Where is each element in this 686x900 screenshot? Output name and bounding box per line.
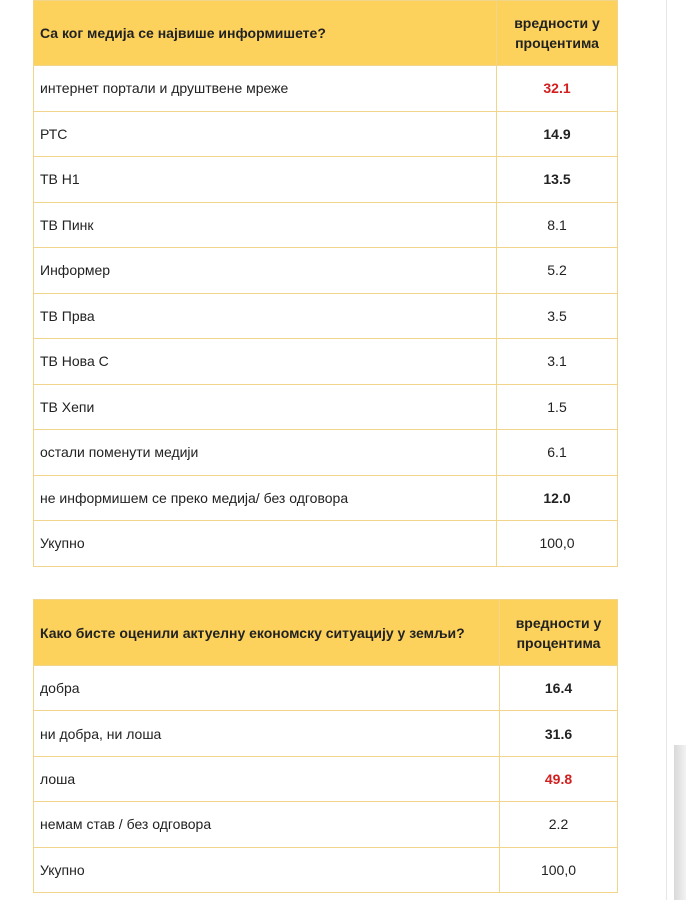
page-edge-shadow: [674, 745, 686, 900]
row-label: ТВ Хепи: [34, 384, 497, 430]
economy-rating-table: [33, 599, 618, 893]
row-value: 16.4: [500, 666, 618, 711]
value-header: вредности у процентима: [500, 600, 618, 666]
row-label: ТВ Нова С: [34, 339, 497, 385]
row-label: немам став / без одговора: [34, 802, 500, 847]
row-label: остали поменути медији: [34, 430, 497, 476]
table-total-row: [34, 521, 618, 567]
table-header-row: [34, 1, 618, 66]
row-value: 100,0: [500, 847, 618, 892]
row-value: 5.2: [497, 248, 618, 294]
row-value: 1.5: [497, 384, 618, 430]
row-value: 8.1: [497, 202, 618, 248]
row-value: 14.9: [497, 111, 618, 157]
row-label: добра: [34, 666, 500, 711]
table-row: [34, 666, 618, 711]
row-label: РТС: [34, 111, 497, 157]
row-value: 6.1: [497, 430, 618, 476]
table-row: [34, 430, 618, 476]
table-row: [34, 111, 618, 157]
row-label: ТВ Прва: [34, 293, 497, 339]
table-row: [34, 384, 618, 430]
row-value: 3.5: [497, 293, 618, 339]
row-value: 3.1: [497, 339, 618, 385]
row-label: ТВ Н1: [34, 157, 497, 203]
table-row: [34, 202, 618, 248]
table-row: [34, 802, 618, 847]
table-row: [34, 293, 618, 339]
row-value: 12.0: [497, 475, 618, 521]
row-label: ТВ Пинк: [34, 202, 497, 248]
row-label: Укупно: [34, 521, 497, 567]
question-header: Како бисте оценили актуелну економску ситуацију у земљи?: [34, 600, 500, 666]
row-label: интернет портали и друштвене мреже: [34, 66, 497, 112]
table-row: [34, 66, 618, 112]
value-header: вредности у процентима: [497, 1, 618, 66]
table-row: [34, 339, 618, 385]
row-label: не информишем се преко медија/ без одговора: [34, 475, 497, 521]
media-source-table: [33, 0, 618, 567]
row-label: лоша: [34, 756, 500, 801]
row-value: 2.2: [500, 802, 618, 847]
page-edge: [666, 0, 686, 900]
table-row: [34, 711, 618, 756]
table-row: [34, 248, 618, 294]
table-row: [34, 157, 618, 203]
row-value: 100,0: [497, 521, 618, 567]
row-value: 31.6: [500, 711, 618, 756]
row-label: Укупно: [34, 847, 500, 892]
row-label: Информер: [34, 248, 497, 294]
table-row: [34, 475, 618, 521]
table-header-row: [34, 600, 618, 666]
table-row: [34, 756, 618, 801]
row-value: 13.5: [497, 157, 618, 203]
row-label: ни добра, ни лоша: [34, 711, 500, 756]
table-total-row: [34, 847, 618, 892]
question-header: Са ког медија се највише информишете?: [34, 1, 497, 66]
row-value: 32.1: [497, 66, 618, 112]
row-value: 49.8: [500, 756, 618, 801]
